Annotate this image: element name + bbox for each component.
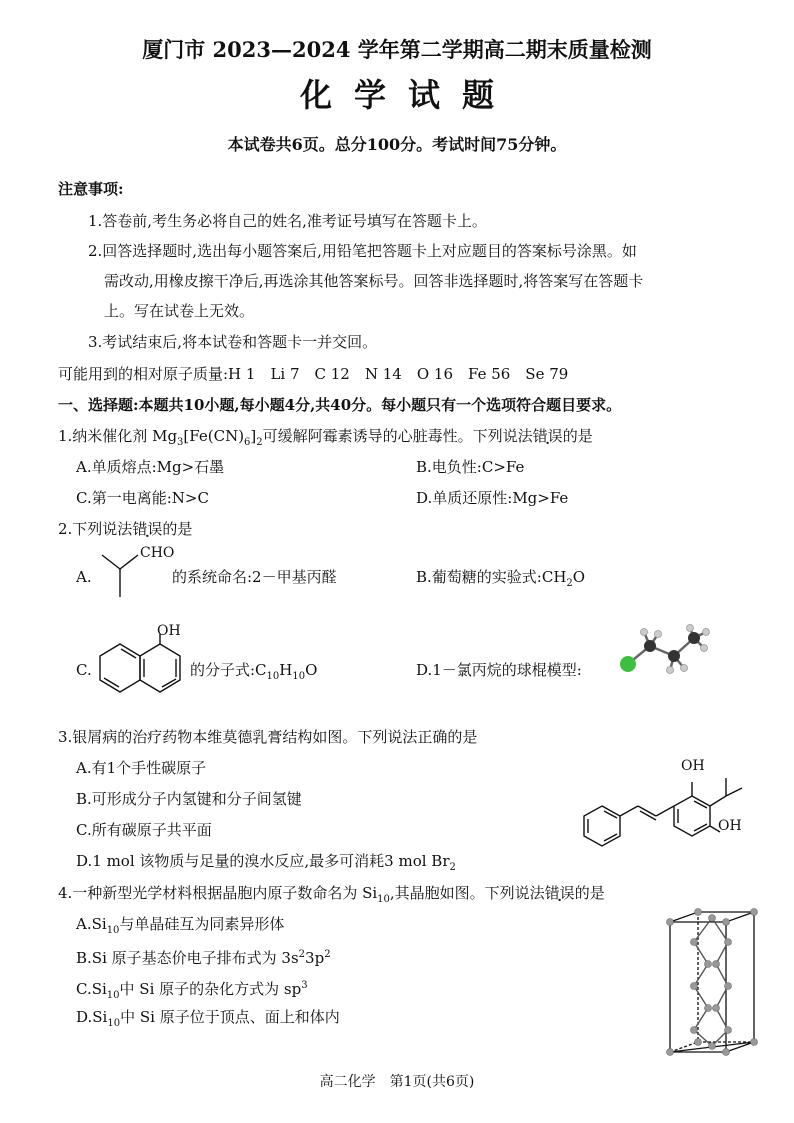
naphthol-structure	[90, 640, 190, 704]
section-1-heading: 一、选择题:本题共10小题,每小题4分,共40分。每小题只有一个选项符合题目要求。	[58, 396, 622, 414]
atomic-masses: 可能用到的相对原子质量:H 1 Li 7 C 12 N 14 O 16 Fe 56 Se 79	[58, 365, 569, 383]
q4-stem: 4.一种新型光学材料根据晶胞内原子数命名为 $Si_{10}$,其晶胞如图。下列说法错误的是	[58, 884, 605, 905]
q1-emphasis: 错误	[532, 427, 563, 445]
notice-item-2-line-3: 上。写在试卷上无效。	[104, 302, 255, 320]
q3-option-b: B.可形成分子内氢键和分子间氢键	[76, 790, 302, 808]
notice-heading: 注意事项:	[58, 180, 124, 198]
notice-item-2-line-1: 2.回答选择题时,选出每小题答案后,用铅笔把答题卡上对应题目的答案标号涂黑。如	[88, 242, 637, 260]
q2-option-b: B.葡萄糖的实验式$:CH_2O$	[416, 568, 586, 589]
q1-option-a: A.单质熔点:Mg>石墨	[76, 458, 225, 476]
q2-naphthol-oh: OH	[157, 623, 181, 639]
q1-stem: 1.纳米催化剂 $Mg_3[Fe(CN)_6]_2$可缓解阿霉素诱导的心脏毒性。下列说法错误的是	[58, 427, 593, 448]
q3-oh-top: OH	[681, 758, 705, 774]
subject-title: 化学试题	[299, 76, 516, 114]
q2-stem: 2.下列说法错误的是	[58, 520, 193, 538]
exam-info: 本试卷共6页。总分100分。考试时间75分钟。	[227, 135, 567, 154]
q3-stem: 3.银屑病的治疗药物本维莫德乳膏结构如图。下列说法正确的是	[58, 728, 478, 746]
notice-item-3: 3.考试结束后,将本试卷和答题卡一并交回。	[88, 333, 378, 351]
q3-option-c: C.所有碳原子共平面	[76, 821, 212, 839]
q4-option-d: $D.Si_{10}$中 Si 原子位于顶点、面上和体内	[76, 1008, 340, 1029]
q1-option-d: D.单质还原性:Mg>Fe	[416, 489, 569, 507]
exam-title: 厦门市 2023—2024 学年第二学期高二期末质量检测	[142, 37, 652, 62]
q4-option-b: B.Si 原子基态价电子排布式为 $3s^23p^2$	[76, 949, 331, 967]
q1-option-b: B.电负性:C>Fe	[416, 458, 525, 476]
q4-option-a: $A.Si_{10}$与单晶硅互为同素异形体	[76, 915, 285, 936]
page-footer: 高二化学 第1页(共6页)	[319, 1074, 475, 1090]
notice-item-2-line-2: 需改动,用橡皮擦干净后,再选涂其他答案标号。回答非选择题时,将答案写在答题卡	[104, 272, 644, 290]
q2-aldehyde-group: CHO	[140, 545, 175, 561]
q2-option-c-label: C.	[76, 661, 92, 679]
q2-option-d: D.1－氯丙烷的球棍模型:	[416, 661, 582, 679]
notice-item-1: 1.答卷前,考生务必将自己的姓名,准考证号填写在答题卡上。	[88, 212, 487, 230]
q2-option-a-label: A.	[76, 568, 92, 586]
q3-option-a: A.有1个手性碳原子	[76, 759, 207, 777]
q2-emphasis: 错误	[132, 520, 163, 538]
chloropropane-ball-stick-model	[614, 626, 714, 678]
benvitimod-structure	[580, 770, 760, 860]
q4-option-c: $C.Si_{10}$中 Si 原子的杂化方式为 $sp^3$	[76, 980, 308, 1001]
q4-emphasis: 错误	[544, 884, 575, 902]
q3-oh-bottom: OH	[718, 818, 742, 834]
q2-option-a-text: 的系统命名:2－甲基丙醛	[172, 568, 337, 586]
q2-option-c-text: 的分子式$:C_{10}H_{10}O$	[190, 661, 318, 682]
q1-option-c: C.第一电离能:N>C	[76, 489, 209, 507]
q3-option-d: D.1 mol 该物质与足量的溴水反应,最多可消耗3 mol $Br_2$	[76, 852, 456, 873]
si10-unit-cell-diagram	[664, 908, 764, 1058]
